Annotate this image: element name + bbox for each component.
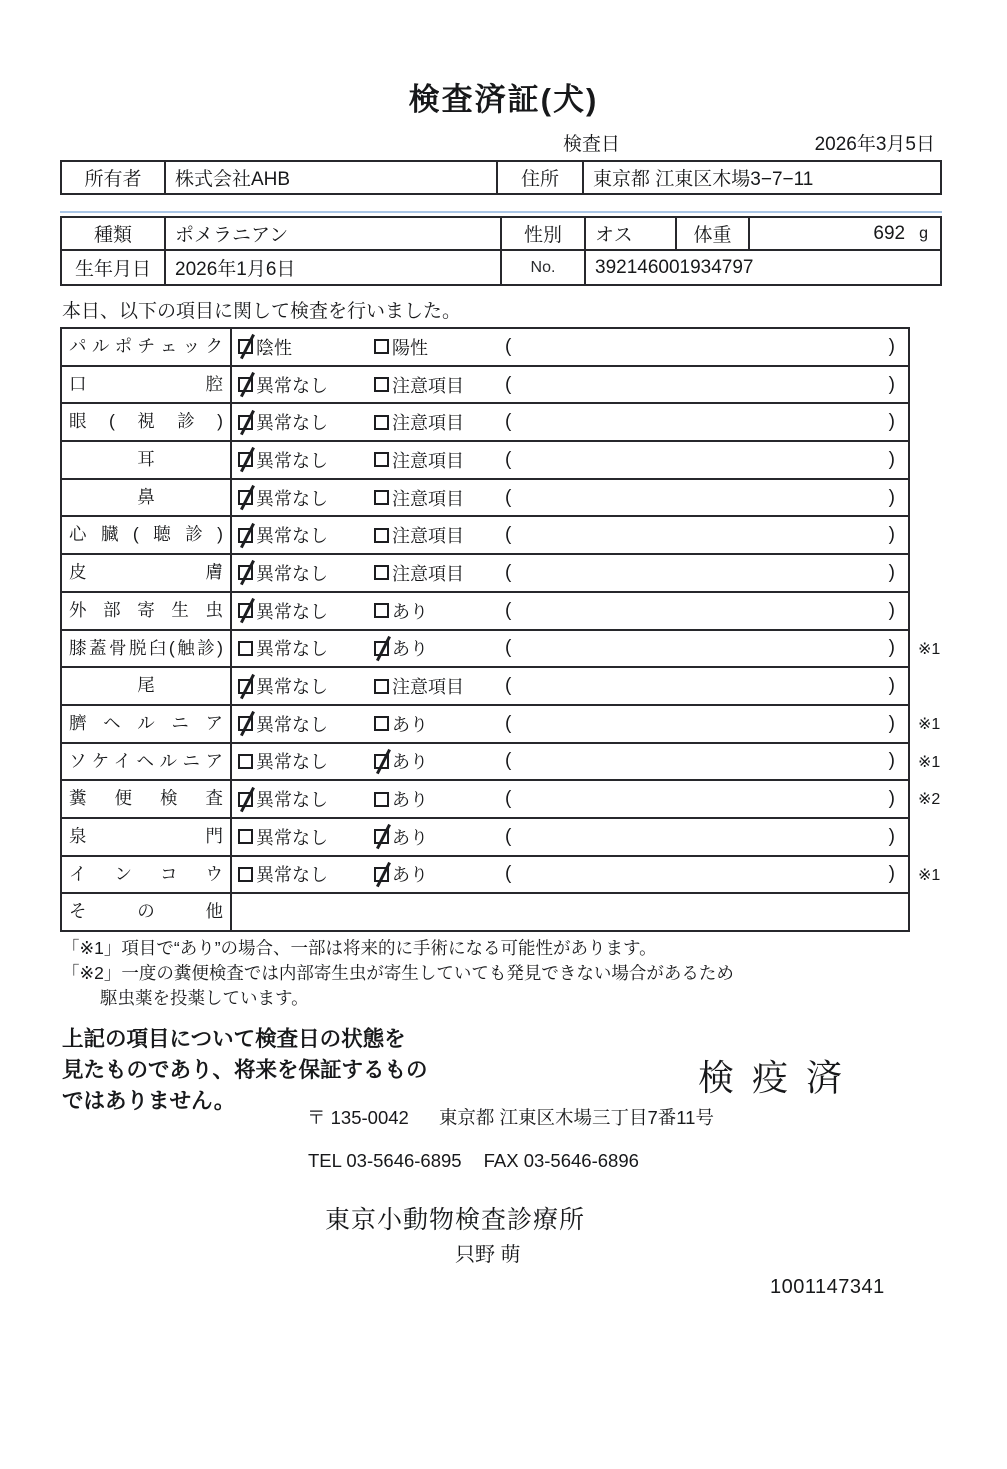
checkbox-unchecked-icon bbox=[238, 641, 253, 656]
checkbox-checked-icon bbox=[238, 452, 253, 467]
checkbox-checked-icon bbox=[374, 867, 389, 882]
option-label: あり bbox=[392, 827, 428, 848]
checkbox-checked-icon bbox=[238, 528, 253, 543]
option bbox=[238, 786, 374, 812]
option bbox=[374, 786, 505, 812]
owner-table bbox=[60, 160, 942, 195]
quarantine-stamp: 検疫済 bbox=[698, 1057, 861, 1098]
clinic-postal-code: 〒 135-0042 bbox=[307, 1107, 409, 1128]
animal-row-1 bbox=[62, 218, 940, 251]
option bbox=[238, 598, 374, 624]
clinic-contact-line bbox=[308, 1150, 639, 1172]
inspection-row-box bbox=[60, 329, 910, 367]
item-note-mark: ※1 bbox=[918, 715, 941, 733]
item-label: 鼻 bbox=[62, 480, 232, 516]
document-number: 1001147341 bbox=[770, 1276, 885, 1298]
item-label: パルポチェック bbox=[62, 329, 232, 365]
item-note-mark: ※2 bbox=[918, 791, 941, 809]
paren-open: ( bbox=[505, 411, 512, 433]
checkbox-unchecked-icon bbox=[374, 679, 389, 694]
option bbox=[374, 372, 505, 398]
item-label: 皮膚 bbox=[62, 555, 232, 591]
inspection-row-box bbox=[60, 367, 910, 405]
inspection-row bbox=[60, 819, 962, 857]
inspection-row bbox=[60, 857, 962, 895]
checkbox-unchecked-icon bbox=[374, 377, 389, 392]
checkbox-checked-icon bbox=[238, 565, 253, 580]
inspection-row-box bbox=[60, 631, 910, 669]
paren-close: ) bbox=[888, 712, 895, 734]
paren-open: ( bbox=[505, 486, 512, 508]
inspection-row-box bbox=[60, 781, 910, 819]
option-label: 異常なし bbox=[256, 865, 328, 886]
inspection-date-line bbox=[563, 129, 935, 156]
checkbox-unchecked-icon bbox=[238, 829, 253, 844]
option-label: あり bbox=[392, 790, 428, 811]
option bbox=[238, 409, 374, 435]
animal-table bbox=[60, 216, 942, 286]
paren-close: ) bbox=[888, 524, 895, 546]
item-label: インコウ bbox=[62, 857, 232, 893]
address-label: 住所 bbox=[498, 162, 584, 193]
item-label: 泉門 bbox=[62, 819, 232, 855]
inspection-row-box bbox=[60, 857, 910, 895]
inspection-row bbox=[60, 894, 962, 932]
inspection-row-box bbox=[60, 517, 910, 555]
option bbox=[238, 635, 374, 661]
option bbox=[238, 485, 374, 511]
item-options bbox=[232, 894, 908, 930]
paren-close: ) bbox=[888, 637, 895, 659]
checkbox-unchecked-icon bbox=[374, 339, 389, 354]
checkbox-unchecked-icon bbox=[374, 603, 389, 618]
option-label: 注意項目 bbox=[392, 450, 464, 471]
inspection-row-box bbox=[60, 442, 910, 480]
inspection-row-box bbox=[60, 480, 910, 518]
disclaimer-line-1: 上記の項目について検査日の状態を bbox=[62, 1027, 406, 1051]
footnotes bbox=[62, 936, 734, 1011]
inspection-row-box bbox=[60, 706, 910, 744]
checkbox-checked-icon bbox=[238, 792, 253, 807]
weight-label: 体重 bbox=[677, 218, 750, 249]
option bbox=[238, 334, 374, 360]
inspection-row bbox=[60, 367, 962, 405]
option-label: 異常なし bbox=[256, 413, 328, 434]
option-label: 注意項目 bbox=[392, 375, 464, 396]
item-note-mark bbox=[910, 517, 962, 555]
item-label: 臍ヘルニア bbox=[62, 706, 232, 742]
number-label: No. bbox=[502, 251, 586, 284]
item-options bbox=[232, 744, 908, 780]
item-options bbox=[232, 668, 908, 704]
item-options bbox=[232, 857, 908, 893]
page-title: 検査済証(犬) bbox=[408, 82, 599, 117]
sex-label: 性別 bbox=[502, 218, 586, 249]
inspection-row-box bbox=[60, 593, 910, 631]
item-note-mark bbox=[910, 593, 962, 631]
option bbox=[374, 447, 505, 473]
item-note-mark bbox=[910, 819, 962, 857]
paren-open: ( bbox=[505, 448, 512, 470]
item-options bbox=[232, 442, 908, 478]
inspection-row-box bbox=[60, 744, 910, 782]
option-label: あり bbox=[392, 752, 428, 773]
item-note-mark bbox=[910, 442, 962, 480]
checkbox-checked-icon bbox=[238, 490, 253, 505]
option-label: あり bbox=[392, 601, 428, 622]
item-label: 外部寄生虫 bbox=[62, 593, 232, 629]
paren-open: ( bbox=[505, 599, 512, 621]
item-label: 眼(視診) bbox=[62, 404, 232, 440]
item-note-mark bbox=[910, 555, 962, 593]
inspection-table bbox=[60, 329, 962, 932]
paren-open: ( bbox=[505, 825, 512, 847]
checkbox-checked-icon bbox=[238, 377, 253, 392]
paren-close: ) bbox=[888, 825, 895, 847]
clinic-address-line bbox=[307, 1104, 714, 1130]
paren-close: ) bbox=[888, 788, 895, 810]
paren-close: ) bbox=[888, 335, 895, 357]
clinic-fax: FAX 03-5646-6896 bbox=[483, 1150, 639, 1171]
paren-close: ) bbox=[888, 750, 895, 772]
item-options bbox=[232, 819, 908, 855]
option-label: 注意項目 bbox=[392, 488, 464, 509]
option bbox=[374, 485, 505, 511]
checkbox-unchecked-icon bbox=[374, 792, 389, 807]
checkbox-unchecked-icon bbox=[374, 415, 389, 430]
checkbox-checked-icon bbox=[238, 603, 253, 618]
checkbox-checked-icon bbox=[374, 829, 389, 844]
item-label: ソケイヘルニア bbox=[62, 744, 232, 780]
item-options bbox=[232, 517, 908, 553]
option bbox=[374, 748, 505, 774]
weight-unit: g bbox=[919, 224, 928, 242]
item-note-mark bbox=[910, 894, 962, 932]
option-label: あり bbox=[392, 865, 428, 886]
item-options bbox=[232, 781, 908, 817]
item-note-mark bbox=[910, 404, 962, 442]
option bbox=[374, 522, 505, 548]
option bbox=[238, 824, 374, 850]
paren-close: ) bbox=[888, 561, 895, 583]
footnote-1: 「※1」項目で“あり”の場合、一部は将来的に手術になる可能性があります。 bbox=[62, 938, 657, 958]
option bbox=[374, 824, 505, 850]
option bbox=[374, 673, 505, 699]
footnote-2: 「※2」一度の糞便検査では内部寄生虫が寄生していても発見できない場合があるため bbox=[62, 962, 734, 983]
paren-open: ( bbox=[505, 335, 512, 357]
sex-value: オス bbox=[586, 218, 677, 249]
checkbox-unchecked-icon bbox=[238, 754, 253, 769]
inspection-row bbox=[60, 442, 962, 480]
paren-open: ( bbox=[505, 524, 512, 546]
item-options bbox=[232, 706, 908, 742]
checkbox-checked-icon bbox=[374, 754, 389, 769]
option-label: 陰性 bbox=[256, 337, 292, 358]
inspection-row bbox=[60, 706, 962, 744]
option-label: 注意項目 bbox=[392, 526, 464, 547]
paren-open: ( bbox=[505, 675, 512, 697]
checkbox-checked-icon bbox=[374, 641, 389, 656]
paren-close: ) bbox=[888, 863, 895, 885]
option-label: 異常なし bbox=[256, 488, 328, 509]
paren-open: ( bbox=[505, 561, 512, 583]
option bbox=[374, 560, 505, 586]
checkbox-checked-icon bbox=[238, 679, 253, 694]
item-label: 耳 bbox=[62, 442, 232, 478]
inspection-row bbox=[60, 631, 962, 669]
option bbox=[238, 711, 374, 737]
item-note-mark bbox=[910, 367, 962, 405]
clinic-address: 東京都 江東区木場三丁目7番11号 bbox=[438, 1107, 714, 1128]
inspection-row bbox=[60, 517, 962, 555]
inspection-row bbox=[60, 480, 962, 518]
option bbox=[374, 409, 505, 435]
checkbox-checked-icon bbox=[238, 716, 253, 731]
inspection-date-label: 検査日 bbox=[563, 134, 621, 155]
option-label: 注意項目 bbox=[392, 413, 464, 434]
birth-label: 生年月日 bbox=[62, 251, 166, 284]
disclaimer-line-3: ではありません。 bbox=[62, 1089, 236, 1114]
examiner-name: 只野 萌 bbox=[455, 1244, 521, 1266]
item-options bbox=[232, 329, 908, 365]
option bbox=[238, 560, 374, 586]
option bbox=[374, 334, 505, 360]
checkbox-unchecked-icon bbox=[238, 867, 253, 882]
item-options bbox=[232, 555, 908, 591]
number-value: 392146001934797 bbox=[595, 256, 754, 278]
item-label: その他 bbox=[62, 894, 232, 930]
weight-value-cell bbox=[750, 218, 940, 249]
option-label: 異常なし bbox=[256, 790, 328, 811]
option bbox=[238, 522, 374, 548]
option-label: 注意項目 bbox=[392, 677, 464, 698]
item-note-mark bbox=[910, 329, 962, 367]
option bbox=[374, 861, 505, 887]
option bbox=[238, 861, 374, 887]
item-options bbox=[232, 593, 908, 629]
option-label: 異常なし bbox=[256, 827, 328, 848]
paren-close: ) bbox=[888, 486, 895, 508]
checkbox-checked-icon bbox=[238, 339, 253, 354]
item-note-mark bbox=[910, 480, 962, 518]
option bbox=[238, 673, 374, 699]
inspection-row bbox=[60, 668, 962, 706]
checkbox-unchecked-icon bbox=[374, 452, 389, 467]
inspection-row bbox=[60, 404, 962, 442]
checkbox-unchecked-icon bbox=[374, 490, 389, 505]
paren-open: ( bbox=[505, 373, 512, 395]
option bbox=[374, 711, 505, 737]
disclaimer-line-2: 見たものであり、将来を保証するもの bbox=[62, 1058, 428, 1083]
option-label: 異常なし bbox=[256, 639, 328, 660]
animal-row-2 bbox=[62, 251, 940, 284]
owner-value: 株式会社AHB bbox=[166, 162, 498, 193]
footnote-2-continued: 駆虫薬を投薬しています。 bbox=[100, 987, 309, 1008]
option-label: あり bbox=[392, 714, 428, 735]
option bbox=[374, 598, 505, 624]
option-label: 異常なし bbox=[256, 450, 328, 471]
owner-label: 所有者 bbox=[62, 162, 166, 193]
address-value: 東京都 江東区木場3−7−11 bbox=[593, 169, 814, 190]
item-label: 尾 bbox=[62, 668, 232, 704]
inspection-row bbox=[60, 329, 962, 367]
weight-value: 692 bbox=[873, 222, 906, 244]
option-label: 異常なし bbox=[256, 526, 328, 547]
inspection-row-box bbox=[60, 555, 910, 593]
scan-artifact-line bbox=[60, 211, 942, 213]
intro-text: 本日、以下の項目に関して検査を行いました。 bbox=[62, 301, 462, 322]
paren-open: ( bbox=[505, 750, 512, 772]
clinic-name: 東京小動物検査診療所 bbox=[325, 1206, 586, 1234]
option bbox=[238, 447, 374, 473]
item-options bbox=[232, 480, 908, 516]
paren-close: ) bbox=[888, 373, 895, 395]
inspection-row-box bbox=[60, 819, 910, 857]
inspection-row bbox=[60, 781, 962, 819]
option-label: 異常なし bbox=[256, 752, 328, 773]
inspection-row bbox=[60, 744, 962, 782]
inspection-date-value: 2026年3月5日 bbox=[814, 134, 935, 155]
item-note-mark bbox=[910, 668, 962, 706]
paren-open: ( bbox=[505, 863, 512, 885]
inspection-row-box bbox=[60, 894, 910, 932]
paren-close: ) bbox=[888, 599, 895, 621]
item-options bbox=[232, 404, 908, 440]
paren-close: ) bbox=[888, 448, 895, 470]
clinic-tel: TEL 03-5646-6895 bbox=[308, 1150, 462, 1171]
breed-value: ポメラニアン bbox=[166, 218, 502, 249]
item-label: 膝蓋骨脱臼(触診) bbox=[62, 631, 232, 667]
option-label: 注意項目 bbox=[392, 563, 464, 584]
paren-open: ( bbox=[505, 788, 512, 810]
checkbox-unchecked-icon bbox=[374, 716, 389, 731]
item-note-mark: ※1 bbox=[918, 866, 941, 884]
checkbox-checked-icon bbox=[238, 415, 253, 430]
option bbox=[238, 372, 374, 398]
option bbox=[374, 635, 505, 661]
option-label: 異常なし bbox=[256, 375, 328, 396]
inspection-row bbox=[60, 555, 962, 593]
paren-open: ( bbox=[505, 637, 512, 659]
inspection-row-box bbox=[60, 404, 910, 442]
item-label: 心臓(聴診) bbox=[62, 517, 232, 553]
option-label: 異常なし bbox=[256, 714, 328, 735]
item-note-mark: ※1 bbox=[918, 753, 941, 771]
paren-close: ) bbox=[888, 675, 895, 697]
item-label: 口腔 bbox=[62, 367, 232, 403]
inspection-row-box bbox=[60, 668, 910, 706]
checkbox-unchecked-icon bbox=[374, 528, 389, 543]
item-note-mark: ※1 bbox=[918, 640, 941, 658]
option-label: 異常なし bbox=[256, 601, 328, 622]
item-options bbox=[232, 631, 908, 667]
item-label: 糞便検査 bbox=[62, 781, 232, 817]
paren-close: ) bbox=[888, 411, 895, 433]
option-label: 陽性 bbox=[392, 337, 428, 358]
option-label: 異常なし bbox=[256, 677, 328, 698]
inspection-row bbox=[60, 593, 962, 631]
checkbox-unchecked-icon bbox=[374, 565, 389, 580]
option bbox=[238, 748, 374, 774]
breed-label: 種類 bbox=[62, 218, 166, 249]
birth-value: 2026年1月6日 bbox=[166, 251, 502, 284]
option-label: 異常なし bbox=[256, 563, 328, 584]
paren-open: ( bbox=[505, 712, 512, 734]
option-label: あり bbox=[392, 639, 428, 660]
item-options bbox=[232, 367, 908, 403]
